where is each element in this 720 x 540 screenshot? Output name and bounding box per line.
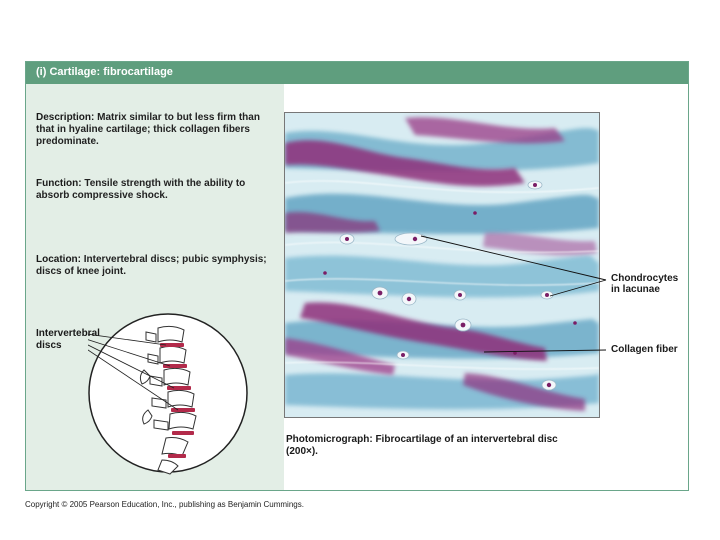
- caption-label: Photomicrograph:: [286, 434, 373, 445]
- figure-panel: [25, 61, 689, 491]
- description-label: Description:: [36, 112, 95, 123]
- collagen-annotation: Collagen fiber: [611, 344, 678, 355]
- function-label: Function:: [36, 178, 82, 189]
- caption-text: Fibrocartilage of an intervertebral disc (200×).: [286, 434, 558, 457]
- panel-title: (i) Cartilage: fibrocartilage: [36, 66, 173, 78]
- chondrocytes-leader-line: [421, 236, 606, 280]
- photomicrograph-caption: [286, 434, 586, 458]
- collagen-leader-line: [484, 350, 606, 352]
- intervertebral-discs-label: Intervertebral discs: [36, 328, 100, 351]
- location-text: Intervertebral discs; pubic symphysis; discs of knee joint.: [36, 254, 267, 277]
- chondrocytes-annotation: Chondrocytes in lacunae: [611, 273, 679, 295]
- function-text: Tensile strength with the ability to absorb compressive shock.: [36, 178, 246, 201]
- description-text: Matrix similar to but less firm than that in hyaline cartilage; thick collagen fibers predominate.: [36, 112, 260, 147]
- copyright-notice: Copyright © 2005 Pearson Education, Inc., publishing as Benjamin Cummings.: [25, 500, 304, 509]
- annotation-leader-lines: [26, 62, 690, 492]
- location-label: Location:: [36, 254, 81, 265]
